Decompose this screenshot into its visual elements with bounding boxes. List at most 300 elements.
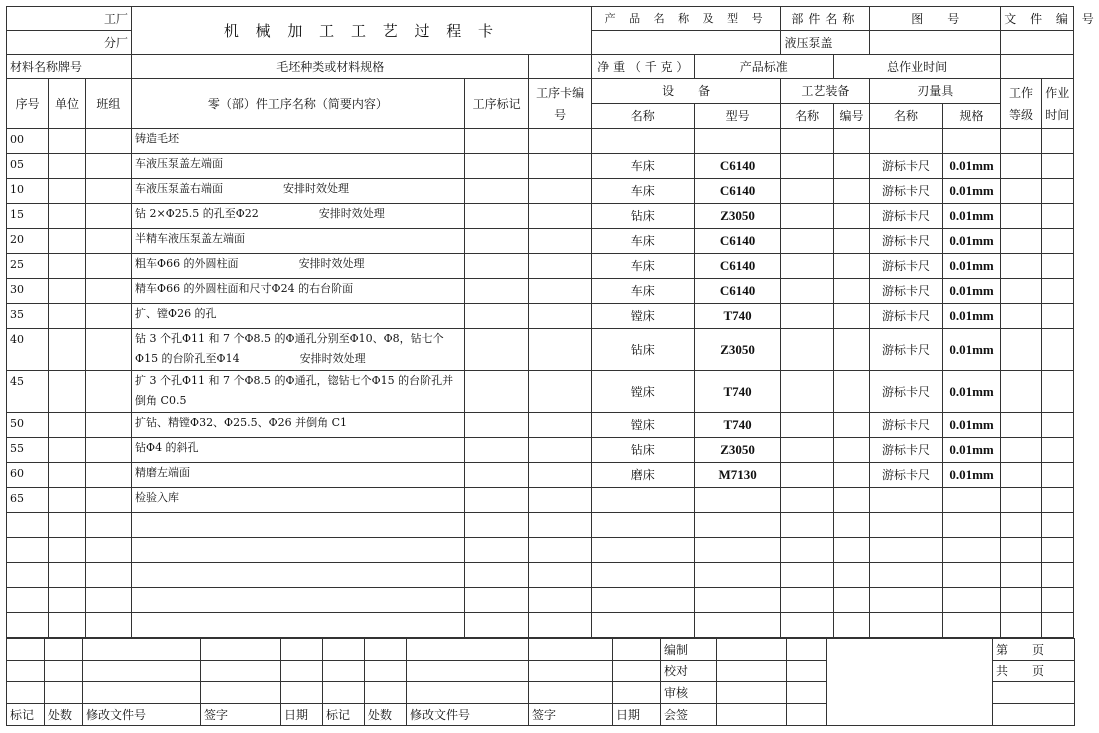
cell-gauge-spec: 0.01mm xyxy=(942,204,1001,229)
cell-mark xyxy=(464,154,529,179)
col-gauge-spec: 规格 xyxy=(942,104,1001,129)
process-description: 扩、镗Φ26 的孔 xyxy=(135,307,217,320)
cell-tool-name xyxy=(781,154,833,179)
cell-time xyxy=(1041,229,1073,254)
empty-cell xyxy=(49,613,85,638)
cell-tool-name xyxy=(781,229,833,254)
empty-cell xyxy=(132,513,465,538)
cell-equip-model: C6140 xyxy=(694,154,781,179)
cell-unit xyxy=(49,304,85,329)
cell-desc xyxy=(132,438,465,463)
col-process-name: 零（部）件工序名称（简要内容） xyxy=(132,79,465,129)
empty-cell xyxy=(694,563,781,588)
empty-row xyxy=(7,563,1074,588)
empty-cell xyxy=(833,613,869,638)
process-description: 检验入库 xyxy=(135,491,180,504)
cell-equip-model: Z3050 xyxy=(694,329,781,371)
cell-mark xyxy=(464,279,529,304)
cell-tool-name xyxy=(781,129,833,154)
col-work-grade: 工作等级 xyxy=(1001,79,1041,129)
cell-unit xyxy=(49,179,85,204)
cell-gauge-spec: 0.01mm xyxy=(942,254,1001,279)
cell-equip-name: 钻床 xyxy=(591,438,694,463)
branch-label: 分厂 xyxy=(7,31,132,55)
footer-blank xyxy=(827,639,993,726)
cell-grade xyxy=(1001,371,1041,413)
empty-cell xyxy=(591,538,694,563)
cell-gauge-name: 游标卡尺 xyxy=(870,179,943,204)
cell-mark xyxy=(464,129,529,154)
cell-time xyxy=(1041,329,1073,371)
cell-desc xyxy=(132,463,465,488)
empty-cell xyxy=(7,588,49,613)
cell-seq: 20 xyxy=(7,229,49,254)
empty-cell xyxy=(1001,613,1041,638)
cell-gauge-spec: 0.01mm xyxy=(942,413,1001,438)
empty-cell xyxy=(132,588,465,613)
aging-note: 安排时效处理 xyxy=(299,352,366,365)
cell-equip-model: T740 xyxy=(694,371,781,413)
drawing-no-label: 图 号 xyxy=(870,7,1001,31)
card-title: 机 械 加 工 工 艺 过 程 卡 xyxy=(132,7,592,55)
col-tooling: 工艺装备 xyxy=(781,79,870,104)
cell-gauge-spec: 0.01mm xyxy=(942,463,1001,488)
cell-tool-no xyxy=(833,304,869,329)
cell-team xyxy=(85,254,131,279)
cell-grade xyxy=(1001,204,1041,229)
cell-tool-name xyxy=(781,279,833,304)
process-row xyxy=(7,329,1074,371)
cell-grade xyxy=(1001,438,1041,463)
empty-cell xyxy=(529,613,592,638)
empty-cell xyxy=(49,538,85,563)
col-equipment: 设 备 xyxy=(591,79,781,104)
cell-grade xyxy=(1001,279,1041,304)
cell-tool-no xyxy=(833,179,869,204)
cell-gauge-spec: 0.01mm xyxy=(942,179,1001,204)
cell-equip-name: 钻床 xyxy=(591,204,694,229)
cell-card xyxy=(529,179,592,204)
cell-equip-model xyxy=(694,129,781,154)
empty-cell xyxy=(132,538,465,563)
col-process-mark: 工序标记 xyxy=(464,79,529,129)
empty-cell xyxy=(591,613,694,638)
process-description: 车液压泵盖左端面 xyxy=(135,157,224,170)
cell-seq: 10 xyxy=(7,179,49,204)
cell-equip-model: T740 xyxy=(694,304,781,329)
cell-grade xyxy=(1001,304,1041,329)
aging-note: 安排时效处理 xyxy=(298,257,365,270)
cell-unit xyxy=(49,279,85,304)
cell-card xyxy=(529,279,592,304)
footer-change-doc-1: 修改文件号 xyxy=(83,704,201,726)
process-row xyxy=(7,279,1074,304)
footer-date-2: 日期 xyxy=(613,704,661,726)
cell-tool-no xyxy=(833,254,869,279)
cell-grade xyxy=(1001,254,1041,279)
empty-cell xyxy=(529,588,592,613)
cell-equip-name: 车床 xyxy=(591,279,694,304)
empty-row xyxy=(7,513,1074,538)
empty-cell xyxy=(1041,613,1073,638)
cell-seq: 45 xyxy=(7,371,49,413)
cell-grade xyxy=(1001,229,1041,254)
cell-card xyxy=(529,129,592,154)
empty-cell xyxy=(529,513,592,538)
cell-team xyxy=(85,329,131,371)
review-label: 审核 xyxy=(661,682,717,704)
cell-desc xyxy=(132,371,465,413)
cell-seq: 00 xyxy=(7,129,49,154)
aging-note: 安排时效处理 xyxy=(318,207,385,220)
cell-tool-no xyxy=(833,279,869,304)
empty-cell xyxy=(85,613,131,638)
cell-mark xyxy=(464,329,529,371)
cell-gauge-spec: 0.01mm xyxy=(942,371,1001,413)
cell-equip-name: 磨床 xyxy=(591,463,694,488)
total-time-value xyxy=(1001,55,1074,79)
empty-row xyxy=(7,538,1074,563)
process-row xyxy=(7,304,1074,329)
empty-cell xyxy=(7,513,49,538)
process-row xyxy=(7,371,1074,413)
drawing-no-value xyxy=(870,31,1001,55)
empty-cell xyxy=(464,563,529,588)
cell-seq: 30 xyxy=(7,279,49,304)
empty-cell xyxy=(85,513,131,538)
col-card-no: 工序卡编号 xyxy=(529,79,592,129)
countersign-label: 会签 xyxy=(661,704,717,726)
cell-time xyxy=(1041,279,1073,304)
cell-desc xyxy=(132,304,465,329)
cell-tool-no xyxy=(833,129,869,154)
product-name-value xyxy=(591,31,781,55)
cell-gauge-name: 游标卡尺 xyxy=(870,329,943,371)
cell-team xyxy=(85,279,131,304)
empty-cell xyxy=(1001,588,1041,613)
cell-time xyxy=(1041,204,1073,229)
cell-equip-model: C6140 xyxy=(694,279,781,304)
cell-gauge-name: 游标卡尺 xyxy=(870,279,943,304)
cell-desc xyxy=(132,254,465,279)
cell-tool-name xyxy=(781,371,833,413)
cell-mark xyxy=(464,229,529,254)
empty-cell xyxy=(781,563,833,588)
cell-card xyxy=(529,304,592,329)
empty-cell xyxy=(942,613,1001,638)
empty-cell xyxy=(833,538,869,563)
cell-gauge-spec: 0.01mm xyxy=(942,154,1001,179)
empty-cell xyxy=(7,613,49,638)
process-description: 半精车液压泵盖左端面 xyxy=(135,232,246,245)
cell-equip-name: 镗床 xyxy=(591,304,694,329)
cell-time xyxy=(1041,438,1073,463)
empty-cell xyxy=(1041,538,1073,563)
cell-tool-name xyxy=(781,488,833,513)
footer-count-1: 处数 xyxy=(45,704,83,726)
process-card-table xyxy=(6,6,1099,638)
process-description: 扩钻、精镗Φ32、Φ25.5、Φ26 并倒角 C1 xyxy=(135,416,347,429)
cell-tool-name xyxy=(781,438,833,463)
col-gauge-name: 名称 xyxy=(870,104,943,129)
process-description: 精磨左端面 xyxy=(135,466,191,479)
cell-gauge-name xyxy=(870,488,943,513)
cell-gauge-spec: 0.01mm xyxy=(942,329,1001,371)
empty-cell xyxy=(85,538,131,563)
cell-time xyxy=(1041,488,1073,513)
cell-grade xyxy=(1001,463,1041,488)
cell-team xyxy=(85,154,131,179)
cell-seq: 15 xyxy=(7,204,49,229)
empty-cell xyxy=(49,563,85,588)
cell-time xyxy=(1041,179,1073,204)
process-description: 铸造毛坯 xyxy=(135,132,180,145)
cell-team xyxy=(85,179,131,204)
part-name-value: 液压泵盖 xyxy=(781,31,870,55)
empty-cell xyxy=(132,563,465,588)
empty-cell xyxy=(7,538,49,563)
cell-card xyxy=(529,371,592,413)
empty-cell xyxy=(694,588,781,613)
cell-equip-name xyxy=(591,488,694,513)
factory-label: 工厂 xyxy=(7,7,132,31)
cell-gauge-spec: 0.01mm xyxy=(942,229,1001,254)
empty-row xyxy=(7,588,1074,613)
empty-cell xyxy=(942,538,1001,563)
cell-tool-no xyxy=(833,204,869,229)
cell-card xyxy=(529,254,592,279)
empty-cell xyxy=(1001,538,1041,563)
empty-cell xyxy=(1001,513,1041,538)
cell-gauge-name: 游标卡尺 xyxy=(870,413,943,438)
aging-note: 安排时效处理 xyxy=(283,182,350,195)
cell-team xyxy=(85,229,131,254)
empty-cell xyxy=(870,613,943,638)
cell-tool-no xyxy=(833,154,869,179)
cell-seq: 25 xyxy=(7,254,49,279)
empty-row xyxy=(7,613,1074,638)
process-description: 钻 3 个孔Φ11 和 7 个Φ8.5 的Φ通孔分别至Φ10、Φ8，钻七个Φ15 的台阶孔至Φ14 xyxy=(135,332,444,365)
cell-unit xyxy=(49,413,85,438)
empty-cell xyxy=(464,538,529,563)
cell-mark xyxy=(464,254,529,279)
process-row xyxy=(7,179,1074,204)
product-name-model-label: 产 品 名 称 及 型 号 xyxy=(591,7,781,31)
cell-team xyxy=(85,488,131,513)
cell-seq: 60 xyxy=(7,463,49,488)
empty-cell xyxy=(591,588,694,613)
cell-gauge-name: 游标卡尺 xyxy=(870,229,943,254)
cell-equip-name: 车床 xyxy=(591,229,694,254)
cell-tool-name xyxy=(781,413,833,438)
empty-cell xyxy=(591,513,694,538)
cell-mark xyxy=(464,488,529,513)
cell-mark xyxy=(464,371,529,413)
footer-change-doc-2: 修改文件号 xyxy=(407,704,529,726)
cell-tool-name xyxy=(781,204,833,229)
cell-tool-no xyxy=(833,438,869,463)
footer-date-1: 日期 xyxy=(281,704,323,726)
cell-desc xyxy=(132,413,465,438)
cell-desc xyxy=(132,279,465,304)
empty-cell xyxy=(1001,563,1041,588)
footer-sign-1: 签字 xyxy=(201,704,281,726)
col-team: 班组 xyxy=(85,79,131,129)
empty-cell xyxy=(942,563,1001,588)
cell-equip-model: C6140 xyxy=(694,179,781,204)
empty-cell xyxy=(1041,588,1073,613)
cell-mark xyxy=(464,438,529,463)
cell-unit xyxy=(49,204,85,229)
cell-card xyxy=(529,463,592,488)
cell-desc xyxy=(132,488,465,513)
cell-equip-name: 车床 xyxy=(591,154,694,179)
cell-gauge-name: 游标卡尺 xyxy=(870,254,943,279)
cell-equip-model: M7130 xyxy=(694,463,781,488)
empty-cell xyxy=(49,588,85,613)
process-card xyxy=(6,6,1099,726)
part-name-label: 部件名称 xyxy=(781,7,870,31)
process-row xyxy=(7,463,1074,488)
cell-grade xyxy=(1001,329,1041,371)
empty-cell xyxy=(464,588,529,613)
material-label: 材料名称牌号 xyxy=(7,55,132,79)
cell-unit xyxy=(49,371,85,413)
empty-cell xyxy=(49,513,85,538)
cell-seq: 50 xyxy=(7,413,49,438)
process-description: 扩 3 个孔Φ11 和 7 个Φ8.5 的Φ通孔，锪钻七个Φ15 的台阶孔并倒角 C0.5 xyxy=(135,374,454,407)
process-row xyxy=(7,154,1074,179)
cell-seq: 55 xyxy=(7,438,49,463)
cell-unit xyxy=(49,329,85,371)
cell-tool-name xyxy=(781,329,833,371)
process-row xyxy=(7,413,1074,438)
col-equipment-model: 型号 xyxy=(694,104,781,129)
cell-card xyxy=(529,438,592,463)
cell-equip-name: 镗床 xyxy=(591,371,694,413)
cell-desc xyxy=(132,329,465,371)
cell-mark xyxy=(464,304,529,329)
cell-equip-model: C6140 xyxy=(694,254,781,279)
cell-gauge-name: 游标卡尺 xyxy=(870,154,943,179)
col-tool-no: 编号 xyxy=(833,104,869,129)
cell-time xyxy=(1041,154,1073,179)
empty-cell xyxy=(781,538,833,563)
product-standard-label: 产品标准 xyxy=(694,55,833,79)
cell-desc xyxy=(132,229,465,254)
cell-card xyxy=(529,413,592,438)
empty-cell xyxy=(1041,563,1073,588)
cell-card xyxy=(529,204,592,229)
cell-gauge-name: 游标卡尺 xyxy=(870,371,943,413)
process-row xyxy=(7,229,1074,254)
cell-card xyxy=(529,488,592,513)
cell-unit xyxy=(49,154,85,179)
cell-gauge-spec: 0.01mm xyxy=(942,279,1001,304)
cell-unit xyxy=(49,488,85,513)
total-pages-label: 共 页 xyxy=(993,661,1075,682)
col-unit: 单位 xyxy=(49,79,85,129)
cell-equip-name: 车床 xyxy=(591,179,694,204)
cell-tool-name xyxy=(781,254,833,279)
cell-desc xyxy=(132,154,465,179)
cell-time xyxy=(1041,129,1073,154)
cell-gauge-name: 游标卡尺 xyxy=(870,304,943,329)
cell-equip-name: 镗床 xyxy=(591,413,694,438)
cell-equip-name xyxy=(591,129,694,154)
total-time-label: 总作业时间 xyxy=(833,55,1000,79)
cell-tool-no xyxy=(833,229,869,254)
process-row xyxy=(7,438,1074,463)
col-tool-name: 名称 xyxy=(781,104,833,129)
empty-cell xyxy=(781,613,833,638)
process-description: 钻 2×Φ25.5 的孔至Φ22 xyxy=(135,207,259,220)
cell-unit xyxy=(49,254,85,279)
cell-team xyxy=(85,371,131,413)
process-row xyxy=(7,254,1074,279)
cell-gauge-name xyxy=(870,129,943,154)
empty-cell xyxy=(132,613,465,638)
empty-cell xyxy=(694,613,781,638)
empty-cell xyxy=(694,538,781,563)
cell-team xyxy=(85,129,131,154)
cell-mark xyxy=(464,204,529,229)
process-description: 车液压泵盖右端面 xyxy=(135,182,224,195)
cell-tool-name xyxy=(781,463,833,488)
cell-gauge-spec: 0.01mm xyxy=(942,438,1001,463)
process-row xyxy=(7,204,1074,229)
cell-grade xyxy=(1001,488,1041,513)
cell-gauge-name: 游标卡尺 xyxy=(870,463,943,488)
empty-cell xyxy=(870,513,943,538)
cell-mark xyxy=(464,463,529,488)
empty-cell xyxy=(833,513,869,538)
cell-equip-model: C6140 xyxy=(694,229,781,254)
cell-unit xyxy=(49,438,85,463)
empty-cell xyxy=(7,563,49,588)
empty-cell xyxy=(781,588,833,613)
cell-equip-model: Z3050 xyxy=(694,204,781,229)
empty-cell xyxy=(85,588,131,613)
compile-label: 编制 xyxy=(661,639,717,661)
cell-seq: 05 xyxy=(7,154,49,179)
cell-team xyxy=(85,463,131,488)
net-weight-label: 净 重 （ 千 克 ） xyxy=(591,55,694,79)
empty-cell xyxy=(591,563,694,588)
cell-time xyxy=(1041,254,1073,279)
cell-team xyxy=(85,438,131,463)
cell-time xyxy=(1041,413,1073,438)
footer-table xyxy=(6,638,1075,726)
cell-tool-no xyxy=(833,463,869,488)
cell-equip-model xyxy=(694,488,781,513)
empty-cell xyxy=(529,538,592,563)
empty-cell xyxy=(694,513,781,538)
empty-cell xyxy=(833,563,869,588)
cell-team xyxy=(85,204,131,229)
empty-cell xyxy=(870,563,943,588)
cell-grade xyxy=(1001,129,1041,154)
process-row xyxy=(7,129,1074,154)
process-description: 钻Φ4 的斜孔 xyxy=(135,441,199,454)
cell-team xyxy=(85,304,131,329)
cell-equip-model: T740 xyxy=(694,413,781,438)
cell-grade xyxy=(1001,154,1041,179)
cell-time xyxy=(1041,371,1073,413)
col-work-time: 作业时间 xyxy=(1041,79,1073,129)
footer-mark-2: 标记 xyxy=(323,704,365,726)
cell-equip-name: 车床 xyxy=(591,254,694,279)
